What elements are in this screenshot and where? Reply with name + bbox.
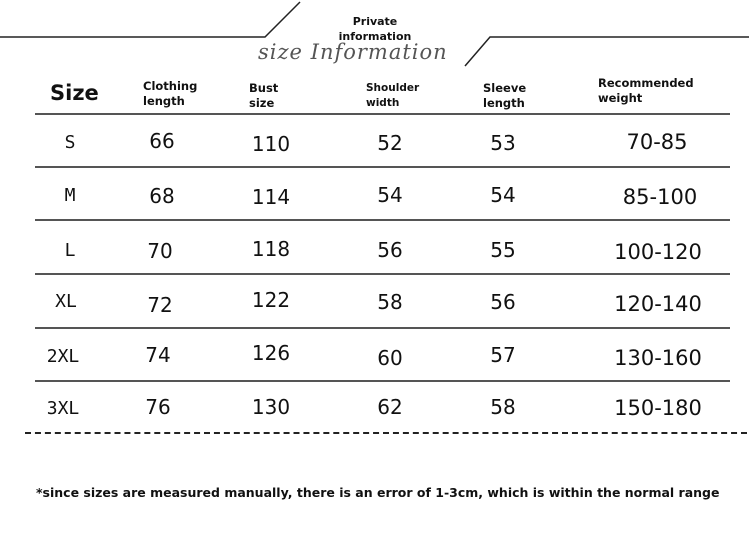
- row-divider: [35, 219, 730, 221]
- table-cell-bust: 122: [251, 288, 291, 312]
- table-cell-weight: 85-100: [622, 185, 698, 209]
- row-divider: [35, 327, 730, 329]
- shoulder-width-header: [366, 81, 419, 111]
- row-divider: [35, 166, 730, 168]
- table-cell-size: 2XL: [46, 346, 80, 367]
- table-cell-clothing-length: 76: [145, 395, 171, 419]
- bust-size-header-line1: Bust: [249, 81, 279, 95]
- clothing-length-header-line2: length: [143, 94, 185, 108]
- table-cell-bust: 110: [251, 132, 291, 156]
- shoulder-width-header-line2: width: [366, 97, 400, 109]
- table-cell-size: M: [64, 185, 76, 206]
- recommended-weight-header: [598, 76, 694, 106]
- table-cell-clothing-length: 66: [149, 129, 175, 153]
- bust-size-header-line2: size: [249, 96, 275, 110]
- table-cell-shoulder: 56: [377, 238, 403, 262]
- bust-size-header: [249, 81, 278, 111]
- row-divider: [35, 380, 730, 382]
- sleeve-length-header-line1: Sleeve: [483, 81, 527, 95]
- table-cell-sleeve: 57: [490, 343, 516, 367]
- table-cell-sleeve: 58: [490, 395, 516, 419]
- header-left-line: [0, 2, 300, 37]
- table-cell-sleeve: 53: [490, 131, 516, 155]
- table-cell-bust: 118: [251, 237, 291, 261]
- table-cell-bust: 114: [251, 185, 291, 209]
- table-cell-clothing-length: 70: [147, 239, 173, 263]
- shoulder-width-header-line1: Shoulder: [366, 82, 420, 94]
- table-cell-bust: 126: [251, 341, 291, 365]
- table-cell-weight: 120-140: [614, 292, 702, 316]
- table-cell-shoulder: 52: [377, 131, 403, 155]
- private-line-1: Private: [352, 15, 398, 28]
- table-cell-weight: 70-85: [626, 130, 688, 154]
- clothing-length-header-line1: Clothing: [143, 79, 198, 93]
- table-cell-clothing-length: 74: [145, 343, 171, 367]
- header-right-line: [465, 37, 749, 66]
- table-cell-sleeve: 54: [490, 183, 516, 207]
- table-cell-shoulder: 62: [377, 395, 403, 419]
- measurement-footnote: *since sizes are measured manually, there is an error of 1-3cm, which is within the normal range: [36, 485, 720, 500]
- table-cell-size: S: [64, 132, 76, 153]
- recommended-weight-header-line2: weight: [598, 91, 643, 105]
- table-cell-shoulder: 58: [377, 290, 403, 314]
- table-cell-weight: 100-120: [614, 240, 702, 264]
- recommended-weight-header-line1: Recommended: [598, 76, 694, 90]
- table-cell-size: L: [64, 240, 76, 261]
- table-cell-bust: 130: [251, 395, 291, 419]
- table-cell-clothing-length: 68: [149, 184, 175, 208]
- table-cell-shoulder: 54: [377, 183, 403, 207]
- row-divider: [35, 113, 730, 115]
- table-cell-weight: 130-160: [614, 346, 702, 370]
- table-cell-sleeve: 55: [490, 238, 516, 262]
- row-divider: [35, 273, 730, 275]
- table-cell-size: XL: [55, 291, 77, 312]
- table-bottom-dashed-line: [25, 432, 747, 434]
- sleeve-length-header: [483, 81, 526, 111]
- private-line-2: information: [338, 30, 412, 43]
- table-cell-sleeve: 56: [490, 290, 516, 314]
- sleeve-length-header-line2: length: [483, 96, 525, 110]
- clothing-length-header: [143, 79, 197, 109]
- table-cell-size: 3XL: [46, 398, 80, 419]
- table-cell-clothing-length: 72: [147, 293, 173, 317]
- size-information-script-title: size Information: [258, 40, 448, 64]
- table-cell-shoulder: 60: [377, 346, 403, 370]
- size-column-header: Size: [50, 81, 99, 105]
- table-cell-weight: 150-180: [614, 396, 702, 420]
